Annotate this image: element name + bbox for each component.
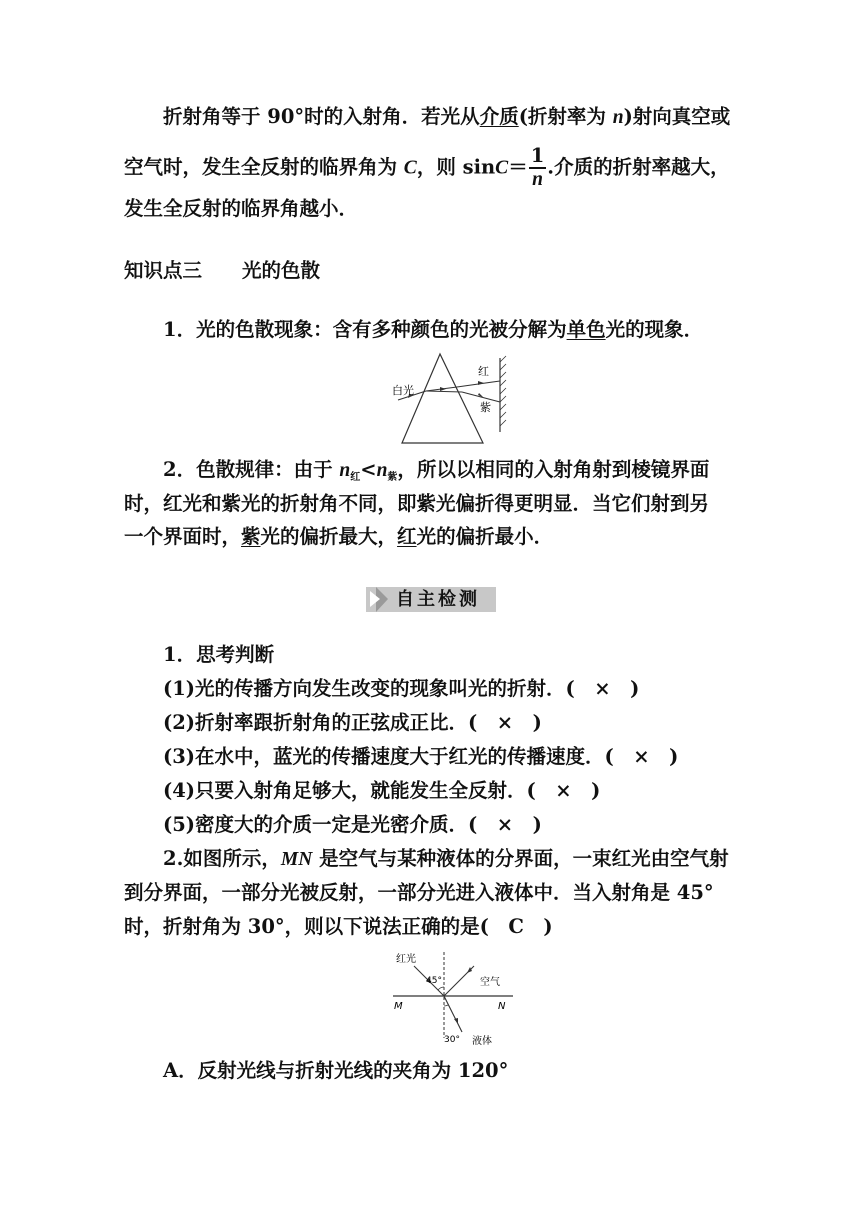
q2-option-a: A．反射光线与折射光线的夹角为 120° bbox=[163, 1059, 509, 1082]
check-item: (3)在水中，蓝光的传播速度大于红光的传播速度．( × ) bbox=[163, 745, 679, 768]
label-violet: 紫 bbox=[480, 401, 491, 414]
label-n: N bbox=[498, 1001, 506, 1012]
label-angle-30: 30° bbox=[444, 1035, 460, 1045]
section-heading: 知识点三 光的色散 bbox=[124, 259, 321, 282]
prism-shape bbox=[402, 354, 483, 443]
label-red: 红 bbox=[478, 365, 489, 378]
check-item: (4)只要入射角足够大，就能发生全反射．( × ) bbox=[163, 779, 601, 802]
underlined-term: 介质 bbox=[479, 105, 519, 128]
check-item: (2)折射率跟折射角的正弦成正比．( × ) bbox=[163, 711, 542, 734]
banner-title: 自主检测 bbox=[396, 589, 480, 610]
label-liquid: 液体 bbox=[472, 1036, 492, 1047]
dispersion-item2-line2: 时，红光和紫光的折射角不同，即紫光偏折得更明显．当它们射到另 bbox=[124, 492, 710, 515]
check-item: (1)光的传播方向发生改变的现象叫光的折射．( × ) bbox=[163, 677, 640, 700]
dispersion-item2-line1: 2．色散规律：由于 $n_红<n_紫$，所以以相同的入射角射到棱镜界面 bbox=[163, 458, 710, 483]
check-item: (5)密度大的介质一定是光密介质．( × ) bbox=[163, 813, 542, 836]
q2-line2: 到分界面，一部分光被反射，一部分光进入液体中．当入射角是 45° bbox=[124, 881, 714, 904]
dispersion-item2-line3: 一个界面时，紫光的偏折最大，红光的偏折最小． bbox=[124, 525, 554, 548]
q2-line1: 2.如图所示，MN 是空气与某种液体的分界面，一束红光由空气射 bbox=[163, 847, 729, 870]
para1-line1: 折射角等于 90°时的入射角．若光从介质(折射率为 n)射向真空或 bbox=[163, 105, 731, 128]
fraction-1-over-n: $\frac{1}{n}$ bbox=[530, 144, 545, 190]
label-angle-45: 45° bbox=[426, 976, 442, 986]
prism-dispersion-figure bbox=[388, 352, 518, 446]
para1-line2: 空气时，发生全反射的临界角为 C，则 sinC＝ $\frac{1}{n}$ .介质的折射率越大， bbox=[124, 144, 730, 190]
label-air: 空气 bbox=[480, 977, 500, 988]
q2-line3: 时，折射角为 30°，则以下说法正确的是( C ) bbox=[124, 915, 553, 938]
banner-chevron-icon bbox=[370, 591, 380, 607]
label-white-light: 白光 bbox=[392, 384, 414, 397]
para1-line3: 发生全反射的临界角越小． bbox=[124, 197, 359, 220]
dispersion-item1: 1．光的色散现象：含有多种颜色的光被分解为单色光的现象． bbox=[163, 318, 704, 341]
label-red-light: 红光 bbox=[396, 954, 416, 965]
self-check-banner bbox=[366, 587, 496, 612]
label-m: M bbox=[394, 1001, 403, 1012]
refracted-ray bbox=[444, 996, 462, 1032]
refraction-figure bbox=[388, 950, 518, 1050]
check-title: 1．思考判断 bbox=[163, 643, 275, 666]
